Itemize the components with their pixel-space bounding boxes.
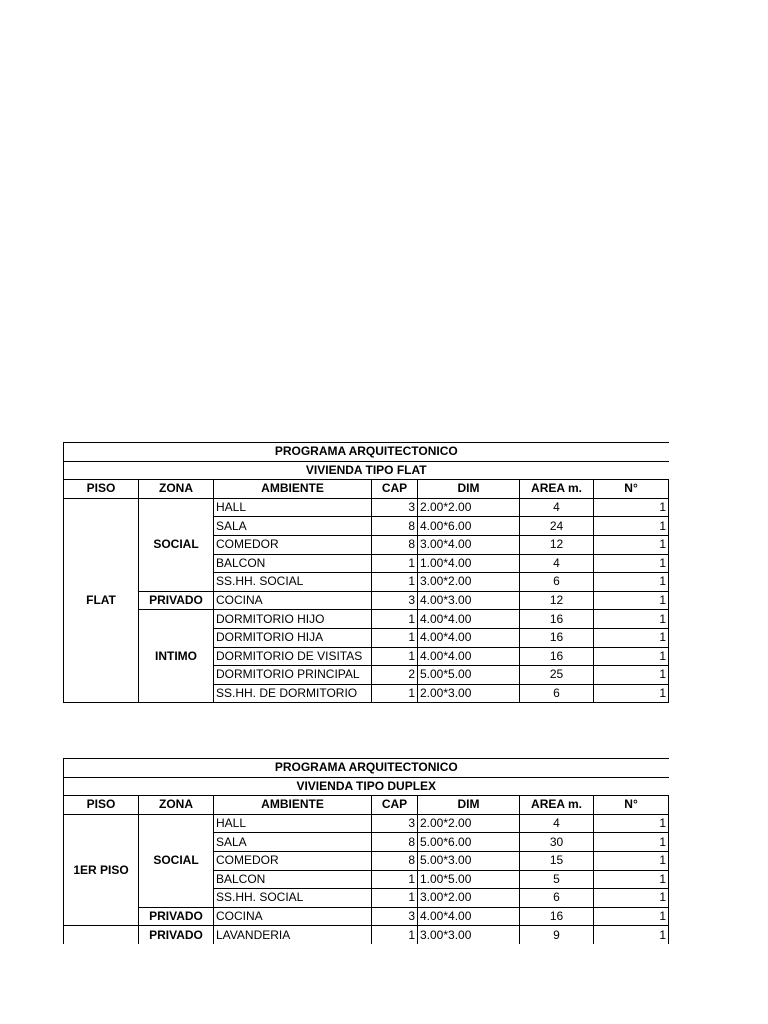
ambiente-cell: BALCON [214,554,372,573]
n-cell: 1 [594,573,669,592]
dim-cell: 2.00*2.00 [418,498,520,517]
dim-cell: 3.00*2.00 [418,889,520,908]
table-row [64,498,669,517]
ambiente-cell: HALL [214,498,372,517]
ambiente-cell: HALL [214,814,372,833]
cap-cell: 1 [372,889,418,908]
cap-cell: 1 [372,610,418,629]
header-piso: PISO [64,480,139,499]
ambiente-cell: SALA [214,517,372,536]
n-cell: 1 [594,517,669,536]
area-cell: 12 [520,591,594,610]
n-cell: 1 [594,535,669,554]
header-ambiente: AMBIENTE [214,480,372,499]
cap-cell: 1 [372,684,418,703]
n-cell: 1 [594,498,669,517]
table-row [64,926,669,945]
cap-cell: 1 [372,628,418,647]
dim-cell: 4.00*3.00 [418,591,520,610]
header-ambiente: AMBIENTE [214,796,372,815]
dim-cell: 4.00*4.00 [418,907,520,926]
zona-cell-privado: PRIVADO [139,907,214,926]
table-row [64,591,669,610]
ambiente-cell: COMEDOR [214,535,372,554]
n-cell: 1 [594,851,669,870]
header-zona: ZONA [139,796,214,815]
header-area: AREA m. [520,796,594,815]
dim-cell: 2.00*2.00 [418,814,520,833]
table-subtitle: VIVIENDA TIPO FLAT [64,461,669,480]
piso-cell-continued [64,926,139,945]
ambiente-cell: BALCON [214,870,372,889]
ambiente-cell: DORMITORIO HIJO [214,610,372,629]
ambiente-cell: COMEDOR [214,851,372,870]
cap-cell: 8 [372,851,418,870]
zona-cell-intimo: INTIMO [139,610,214,703]
cap-cell: 3 [372,591,418,610]
dim-cell: 5.00*6.00 [418,833,520,852]
header-piso: PISO [64,796,139,815]
dim-cell: 1.00*5.00 [418,870,520,889]
n-cell: 1 [594,833,669,852]
n-cell: 1 [594,610,669,629]
area-cell: 16 [520,907,594,926]
area-cell: 12 [520,535,594,554]
ambiente-cell: LAVANDERIA [214,926,372,945]
program-table-flat [63,442,669,703]
dim-cell: 4.00*4.00 [418,610,520,629]
zona-cell-social: SOCIAL [139,498,214,591]
header-row [64,796,669,815]
zona-cell-privado-2: PRIVADO [139,926,214,945]
cap-cell: 2 [372,666,418,685]
ambiente-cell: DORMITORIO PRINCIPAL [214,666,372,685]
header-cap: CAP [372,480,418,499]
dim-cell: 3.00*2.00 [418,573,520,592]
area-cell: 16 [520,628,594,647]
ambiente-cell: SS.HH. DE DORMITORIO [214,684,372,703]
n-cell: 1 [594,684,669,703]
ambiente-cell: COCINA [214,591,372,610]
header-cap: CAP [372,796,418,815]
piso-cell: FLAT [64,498,139,703]
area-cell: 4 [520,498,594,517]
cap-cell: 3 [372,907,418,926]
program-table-duplex [63,758,669,945]
n-cell: 1 [594,907,669,926]
header-zona: ZONA [139,480,214,499]
area-cell: 16 [520,610,594,629]
header-area: AREA m. [520,480,594,499]
cap-cell: 1 [372,573,418,592]
dim-cell: 2.00*3.00 [418,684,520,703]
ambiente-cell: COCINA [214,907,372,926]
area-cell: 9 [520,926,594,945]
cap-cell: 3 [372,498,418,517]
header-dim: DIM [418,480,520,499]
table-subtitle: VIVIENDA TIPO DUPLEX [64,777,669,796]
cap-cell: 8 [372,833,418,852]
area-cell: 6 [520,889,594,908]
table-row [64,814,669,833]
cap-cell: 8 [372,517,418,536]
n-cell: 1 [594,647,669,666]
dim-cell: 1.00*4.00 [418,554,520,573]
n-cell: 1 [594,591,669,610]
ambiente-cell: SS.HH. SOCIAL [214,573,372,592]
dim-cell: 5.00*3.00 [418,851,520,870]
table-title: PROGRAMA ARQUITECTONICO [64,443,669,462]
piso-cell: 1ER PISO [64,814,139,926]
header-n: N° [594,480,669,499]
area-cell: 30 [520,833,594,852]
page-cutoff [0,944,768,1024]
area-cell: 4 [520,814,594,833]
area-cell: 25 [520,666,594,685]
dim-cell: 3.00*3.00 [418,926,520,945]
area-cell: 6 [520,573,594,592]
area-cell: 24 [520,517,594,536]
header-dim: DIM [418,796,520,815]
area-cell: 16 [520,647,594,666]
n-cell: 1 [594,814,669,833]
table-title: PROGRAMA ARQUITECTONICO [64,759,669,778]
cap-cell: 1 [372,554,418,573]
n-cell: 1 [594,554,669,573]
table-row [64,907,669,926]
n-cell: 1 [594,666,669,685]
cap-cell: 8 [372,535,418,554]
ambiente-cell: DORMITORIO HIJA [214,628,372,647]
cap-cell: 3 [372,814,418,833]
n-cell: 1 [594,628,669,647]
n-cell: 1 [594,870,669,889]
n-cell: 1 [594,889,669,908]
area-cell: 15 [520,851,594,870]
area-cell: 6 [520,684,594,703]
table-row [64,610,669,629]
area-cell: 4 [520,554,594,573]
dim-cell: 4.00*4.00 [418,647,520,666]
header-row [64,480,669,499]
dim-cell: 4.00*6.00 [418,517,520,536]
ambiente-cell: SALA [214,833,372,852]
zona-cell-privado: PRIVADO [139,591,214,610]
cap-cell: 1 [372,926,418,945]
dim-cell: 3.00*4.00 [418,535,520,554]
cap-cell: 1 [372,647,418,666]
n-cell: 1 [594,926,669,945]
dim-cell: 4.00*4.00 [418,628,520,647]
area-cell: 5 [520,870,594,889]
ambiente-cell: DORMITORIO DE VISITAS [214,647,372,666]
cap-cell: 1 [372,870,418,889]
zona-cell-social: SOCIAL [139,814,214,907]
dim-cell: 5.00*5.00 [418,666,520,685]
header-n: N° [594,796,669,815]
ambiente-cell: SS.HH. SOCIAL [214,889,372,908]
